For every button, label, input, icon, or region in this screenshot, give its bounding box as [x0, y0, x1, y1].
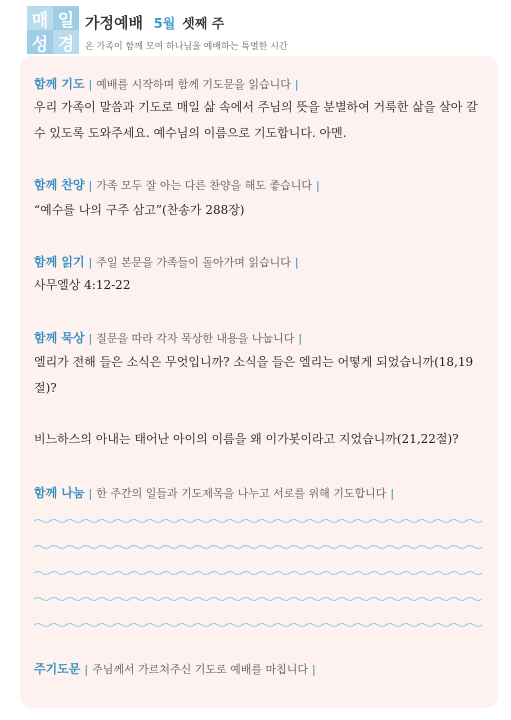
- title-main: 가정예배: [85, 14, 143, 32]
- writing-line: [34, 518, 482, 524]
- daily-bible-logo: [27, 6, 79, 54]
- section-title: 함께 나눔: [34, 486, 85, 500]
- logo-char: 일: [53, 6, 79, 30]
- page-title: [85, 12, 224, 33]
- meditation-question-2: 비느하스의 아내는 태어난 아이의 이름을 왜 이가봇이라고 지었습니까(21,22절)?: [34, 432, 459, 446]
- title-week: 셋째 주: [182, 17, 225, 32]
- praise-text: “예수를 나의 구주 삼고”(찬송가 288장): [34, 203, 245, 217]
- logo-char: 경: [53, 30, 79, 54]
- section-header-prayer: 함께 기도 | 예배를 시작하며 함께 기도문을 읽습니다 |: [34, 77, 299, 91]
- section-desc: 주일 본문을 가족들이 돌아가며 읽습니다: [96, 256, 291, 269]
- worship-card: [20, 56, 498, 708]
- meditation-question-1: 엘리가 전해 들은 소식은 무엇입니까? 소식을 들은 엘리는 어떻게 되었습니까(18,19절)?: [34, 355, 474, 395]
- logo-char: 매: [27, 6, 53, 30]
- section-header-sharing: 함께 나눔 | 한 주간의 일들과 기도제목을 나누고 서로를 위해 기도합니다 |: [34, 486, 395, 500]
- section-header-reading: 함께 읽기 | 주일 본문을 가족들이 돌아가며 읽습니다 |: [34, 255, 299, 269]
- section-desc: 가족 모두 잘 아는 다른 찬양을 해도 좋습니다: [96, 179, 313, 192]
- header: [27, 6, 497, 56]
- writing-line: [34, 544, 482, 550]
- title-month: 5월: [153, 17, 176, 32]
- writing-line: [34, 596, 482, 602]
- prayer-text: 우리 가족이 말씀과 기도로 매일 삶 속에서 주님의 뜻을 분별하여 거룩한 삶을 살아 갈 수 있도록 도와주세요. 예수님의 이름으로 기도합니다. 아멘.: [34, 100, 478, 140]
- logo-char: 성: [27, 30, 53, 54]
- section-header-meditation: 함께 묵상 | 질문을 따라 각자 묵상한 내용을 나눕니다 |: [34, 331, 303, 345]
- section-header-praise: 함께 찬양 | 가족 모두 잘 아는 다른 찬양을 해도 좋습니다 |: [34, 178, 320, 192]
- section-title: 함께 읽기: [34, 255, 85, 269]
- section-header-lords-prayer: 주기도문 | 주님께서 가르쳐주신 기도로 예배를 마칩니다 |: [34, 662, 316, 676]
- reading-text: 사무엘상 4:12-22: [34, 278, 131, 292]
- section-title: 함께 찬양: [34, 178, 85, 192]
- section-title: 함께 묵상: [34, 331, 85, 345]
- section-title: 함께 기도: [34, 77, 85, 91]
- section-desc: 예배를 시작하며 함께 기도문을 읽습니다: [96, 78, 291, 91]
- section-desc: 주님께서 가르쳐주신 기도로 예배를 마칩니다: [92, 663, 308, 676]
- writing-line: [34, 622, 482, 628]
- section-desc: 질문을 따라 각자 묵상한 내용을 나눕니다: [96, 332, 295, 345]
- section-title: 주기도문: [34, 662, 81, 676]
- writing-line: [34, 570, 482, 576]
- section-desc: 한 주간의 일들과 기도제목을 나누고 서로를 위해 기도합니다: [96, 487, 387, 500]
- subtitle: 온 가족이 함께 모여 하나님을 예배하는 특별한 시간: [85, 42, 288, 52]
